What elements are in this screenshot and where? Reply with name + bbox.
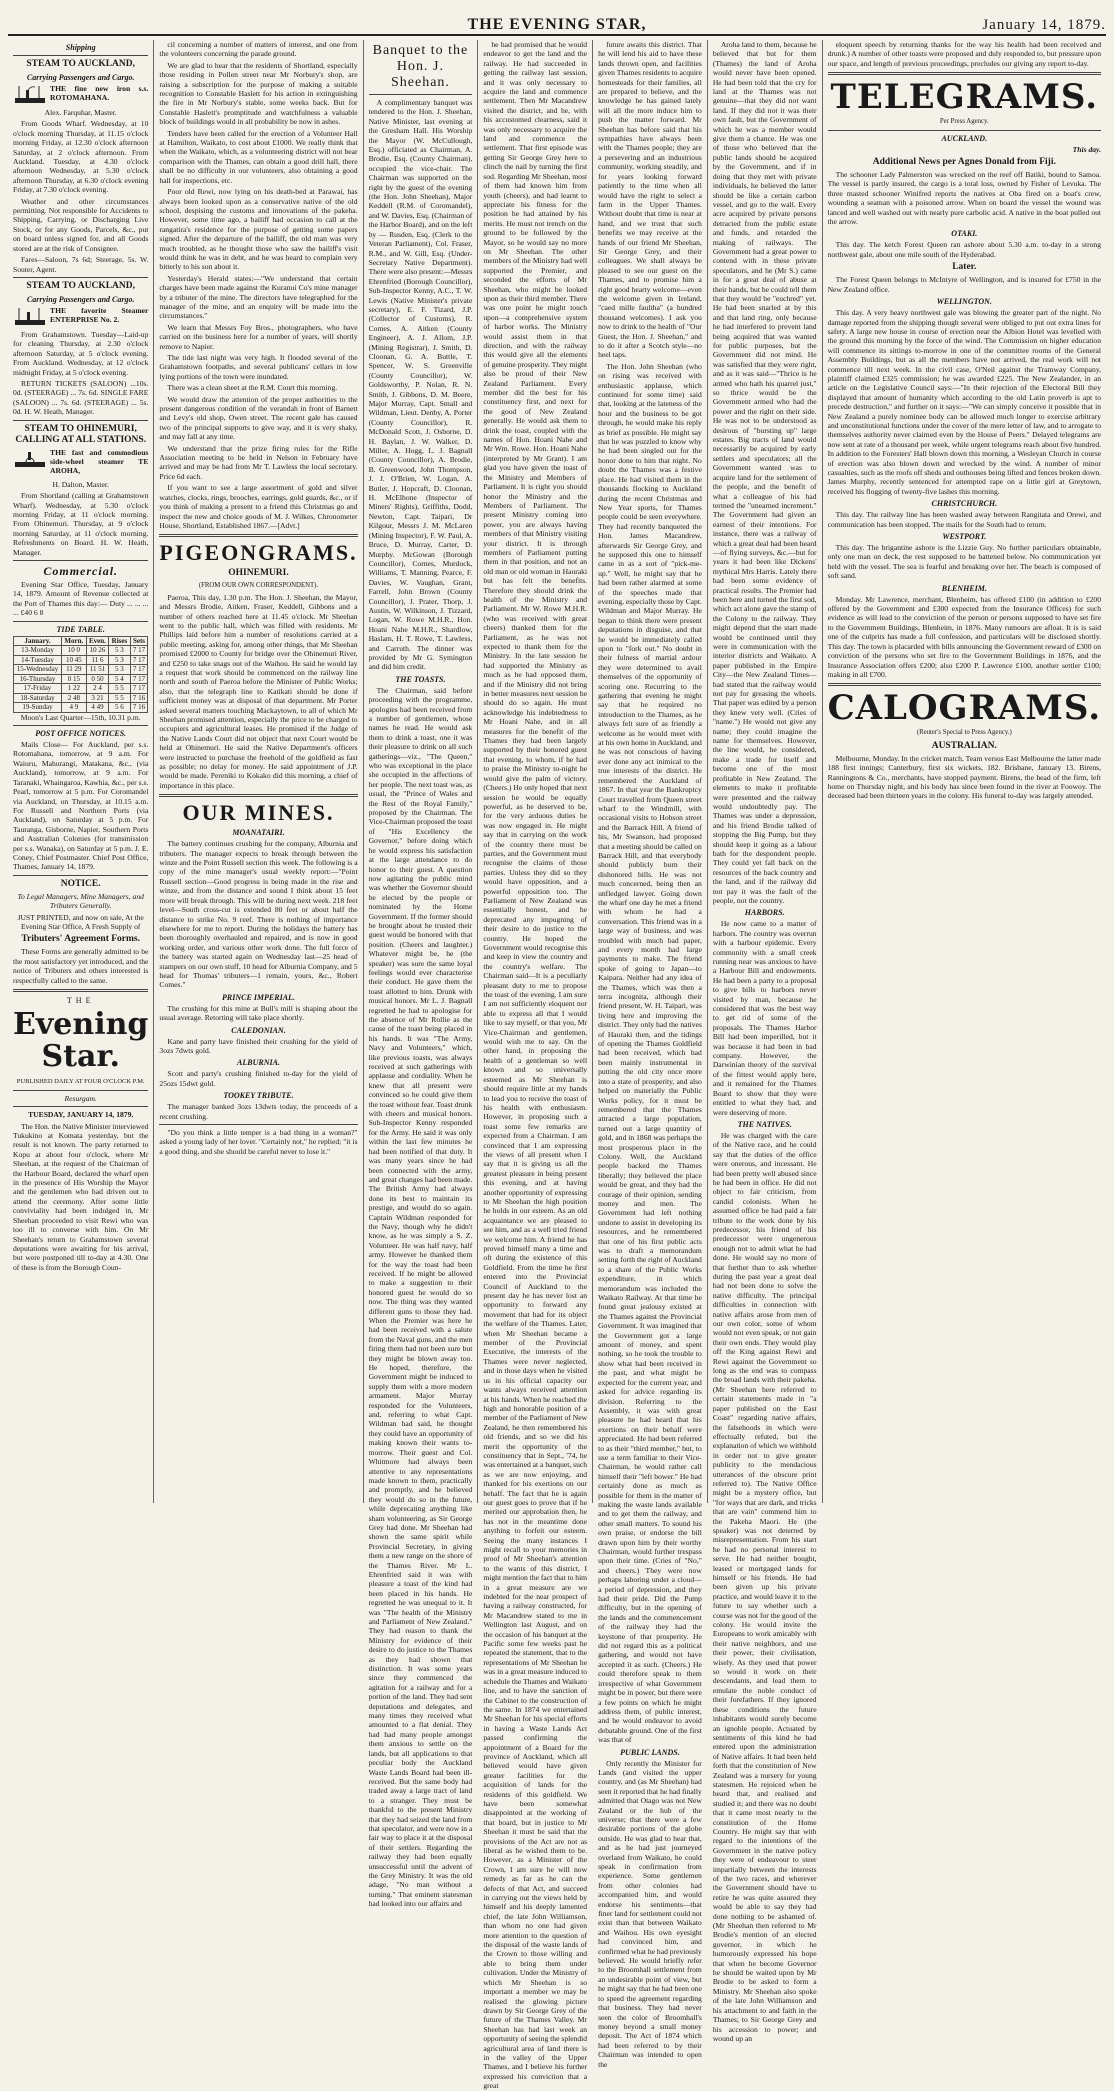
tele-sub: Per Press Agency.	[939, 118, 989, 126]
australian-heading: AUSTRALIAN.	[931, 740, 997, 751]
column-3	[364, 40, 479, 1909]
caledonian-body: Kane and party have finished their crushing for the yield of 3ozs 7dwts gold.	[159, 1036, 358, 1055]
fiji-body: The schooner Lady Palmerston was wrecked on the reef off Batiki, bound to Samoa. The vessel is partly insured, the cargo is a total loss, owned by Fisher of Levuka. The three masted schooner Winifred reports the natives at Oba fired on a boat's crew, wounding a seaman with a poisoned arrow. When on board the vessel the wound was lanced and well washed out with nearly pure carbolic acid. A native in the boat pulled out the arrow.	[827, 170, 1102, 227]
tide-cell: 7 17	[130, 665, 148, 675]
wellington-heading: WELLINGTON.	[936, 297, 992, 307]
tide-cell: 17-Friday	[14, 684, 62, 694]
tide-row	[14, 703, 148, 713]
tide-row	[14, 684, 148, 694]
col5-body3: Only recently the Minister for Lands (and visited the upper country, and (as Mr Sheehan) had seen it reported that he had finally admitted that Otago was not New Zealand or the hub of the universe; that there were a few desirable portions of the globe outside. He was glad to hear that, and as he had just journeyed overland from Waikato, he could speak in confirmation from experience. Some gentlemen from other colonies had accompanied him, and would endorse his sentiments—that finer land for settlement could not exist than that between Waikato and Waihou. His own eyesight had convinced him, and confirmed what he had previously believed. He would briefly refer to the Broomhall settlement from an undesirable point of view, but he might say that he had been one to speed the agreement regarding that business. They had never seen the color of Broomhall's money beyond a small money deposit. The Act of 1874 which had been referred to by their Chairman was intended to open the	[598, 1758, 702, 2069]
alburnia-heading: ALBURNIA.	[237, 1058, 280, 1068]
toasts-body: The Chairman, said before proceeding with the programme, apologies had been received from a number of gentlemen, whose names he read. He would ask them to drink a toast, one it was their pleasure to drink on all such gatherings—viz., "The Queen," who was exceptional in the place she occupied in the affections of her people. The next toast was, as usual, the "Prince of Wales and the Rest of the Royal Family," proposed by the Chairman. The Vice-Chairman proposed the toast of "His Excellency the Governor," before doing which he would express his satisfaction at the large attendance to do honor to their guest. A question now agitating the public mind was whether the Governor should be elected by the people or nominated by the Home Government. If the former should be brought about he trusted their guest would be honored with that position. (Cheers and laughter.) Whatever might be, he (the speaker) was sure the same loyal feelings would ever characterise their conduct. He gave them the toast allotted to him. Drunk with musical honors. Mr L. J. Bagnall regretted he had to apologise for the absence of Mr Rollie as the cause of the toast being placed in his hands. It was "The Army, Navy and Volunteers," which, like previous toasts, was always received at such gatherings with applause and cordiality. When he knew that all present were convinced so he could give them the toast without fear. Toast drunk with cheers and musical honors. Sub-Inspector Kenny responded for the Army. He said it was only within the last few minutes he had been notified of that duty. It was many years since he had been connected with the army, and great changes had been made. The British Army had always done its best to maintain its prestige, and would do so again. Captain Wildman responded for the Navy, though why he didn't know, as he was simply a S. Z. Volunteer. He was half navy, half army. However he thanked them for the way the toast had been received. If he might be allowed to make a suggestion to their honored guest he would do so now. The thing was they wanted different guns to those they had. When the Premier was here he had been received with a salute from the Naval guns, and the men firing them had not been sure but they might be blown away too. He hoped, therefore, the Government might be induced to supply them with a more modern armament. Major Murray responded for the Volunteers, and, referring to what Capt. Wildman had said, he thought they could have an opportunity of making known their wants to-morrow. Their guest and Col. Whitmore had always been attentive to any representations made known to them, practically and promptly, and he believed they would do so in the future, while deprecating anything like sham volunteering, as Sir George Grey had done. Mr Sheehan had shown the same spirit while Provincial Secretary, in giving them a new range on the shore of the Thames River. Mr L. Ehrenfried said it was with pleasure a toast of the kind had been placed in his hands. He regretted he was unequal to it. It was "The health of the Ministry and Parliament of New Zealand." They had reason to thank the Ministry for evidence of their desire to do justice to the Thames as they had shown that distinction. It was some years since they commenced the agitation for a railway and for a portion of the land. They had sent deputations and delegates, and many times they received what amounted to a flat denial. They had had many people amongst them anxious to settle on the lands, but all applications to that peculiar body the Auckland Waste Lands Board had been ill-received. But the same body had traded away a large tract of land to a stranger. They must be thankful to the present Ministry that they had seized the land from that speculator, and were now in a fair way to place it at the disposal of their settlers. Regarding the railway they had been equally unsuccessful until the advent of the Grey Ministry. It was the old adage, "No man without a turning." That eminent statesman had looked into our affairs and	[368, 685, 473, 1909]
masthead-date: January 14, 1879.	[982, 17, 1106, 33]
moon-phase: Moon's Last Quarter—15th, 10.31 p.m.	[20, 712, 141, 722]
col2-body1: cil concerning a number of matters of interest, and one from the volunteers concerning the parade ground.	[159, 40, 358, 59]
tide-cell: 4 9	[61, 703, 86, 713]
col2-body6: We learn that Messrs Foy Bros., photographers, who have carried on the business here for a number of years, will shortly remove to Napier.	[159, 322, 358, 351]
masthead-title: THE EVENING STAR,	[467, 16, 647, 33]
paper-name: Evening Star.	[13, 1007, 149, 1075]
notice-big: Tributers' Agreement Forms.	[21, 934, 141, 945]
tide-cell: 16-Thursday	[14, 674, 62, 684]
banquet-heading: Banquet to the Hon. J. Sheehan.	[372, 43, 469, 90]
tide-header-cell: January.	[14, 636, 62, 646]
paper-pub: PUBLISHED DAILY AT FOUR O'CLOCK P.M.	[16, 1078, 145, 1086]
joke: "Do you think a little temper is a bad thing in a woman?" asked a young lady of her lover. "Certainly not," he replied; "it is a good thing, and she should be careful never to lose it."	[159, 1128, 358, 1156]
tide-cell: 11 51	[86, 665, 109, 675]
ad3-body: From Shortland (calling at Grahamstown Wharf). Wednesday, at 5.30 o'clock morning Friday, at 11 o'clock morning. From Ohinemuri. Thursday, at 9 o'clock morning Saturday, at 11 o'clock morning. Refreshments on Board. H. W. Heath, Manager.	[13, 491, 149, 557]
ad2-fares: RETURN TICKETS (SALOON) ...10s. 0d. (STEERAGE) ... 7s. 6d. SINGLE FARE (SALOON) ... 7s. 6d. (STEERAGE) ... 5s. 0d. H. W. Heath, Manager.	[13, 378, 149, 417]
otaki-heading: OTAKI.	[951, 229, 978, 239]
masthead	[8, 8, 1106, 36]
tide-cell: 1 22	[61, 684, 86, 694]
col5-body1: future awaits this district. That he will lend his aid to have these lands thrown open, and facilities given Thames residents to acquire homesteads for their families, all are prepared to believe, and the knowledge he has gained lately will all the more induce him to push the matter forward. Mr Sheehan has before said that his sympathies have always been with the Thames people; they are a persevering and an industrious community, working steadily, and for years looking forward patiently to the time when all would have the right to select a farm in the Upper Thames. Without doubt that time is near at hand, and we trust that such benefits we may receive at the hands of our friend Mr Sheehan, Sir George Grey, and their colleagues. We shall always be pleased to see our guest on the Thames, and to promise him a right good hearty welcome—even the welcome given in Ireland, "caed mille faultha" (a hundred thousand welcomes). I ask you now to drink to the health of "Our Guest, the Hon. J. Sheehan," and to do it after a Scotch style—no heel taps.	[598, 40, 702, 360]
westport-heading: WESTPORT.	[942, 532, 987, 542]
ad1-ship-block	[13, 84, 148, 106]
tide-row	[14, 693, 148, 703]
tide-table	[13, 636, 148, 713]
notice-title: NOTICE.	[60, 878, 101, 889]
tide-cell: 0 50	[86, 674, 109, 684]
tide-cell: 7 17	[130, 684, 148, 694]
col2-body2: We are glad to hear that the residents of Shortland, especially those residing in Pollen street near Mr Norbury's shop, are raising a subscription for the purpose of making a suitable recognition to Constable Haslett for his action in extinguishing the fire in Mr Norbury's stable, some weeks back. But for Constable Haslett's promptitude and watchfulness a valuable block of buildings would in all probability be now in ashes.	[159, 60, 358, 127]
col2-body11: If you want to see a large assortment of gold and silver watches, clocks, rings, brooches, earrings, gold guards, &c., or if you think of making a present to a friend this Christmas go and inspect the new and choice goods of M. J. Wilkes, Chronometer House, Shortland, Established 1867.—[Advt.]	[159, 483, 358, 530]
pigeon-from: (FROM OUR OWN CORRESPONDENT).	[198, 582, 319, 590]
tide-row	[14, 674, 148, 684]
tide-cell: 5 3	[109, 655, 130, 665]
tide-cell: 7 16	[130, 703, 148, 713]
tide-cell: 14-Tuesday	[14, 655, 62, 665]
tide-row	[14, 655, 148, 665]
pigeon-body: Paeroa, This day, 1.30 p.m. The Hon. J. Sheehan, the Mayor, and Messrs Brodie, Aitken, Fraser, Keddell, Gibbons and a number of others reached here at 11.45 o'clock. Mr Sheehan went to the public hall, which was filled with residents. Mr Phillips laid before him a number of resolutions carried at a public meeting, asking for, among other things, that Mr Sheehan promised £2000 to County for bridge over the Ohinemuri River, and £250 to take snags out of the Waihou. He said he would lay a request that work should be commenced on the railway line north and south of Paeroa before the Minister of Public Works; also, that the telegraph line to Katikati should be done if sufficient money was at disposal of that department. Mr Porter asked several matters touching Mackaytown, to all of which Mr Sheehan promised attention, especially the price to be charged to occupiers and agricultural leases. He promised if the Judge of the Native Lands Court did not object that next Court would be held at Ohinemuri. He said the Native Department's officers were instructed to purchase the freehold of the goldfield as fast as possible; no delay for money. He said appointment of J.P. would be made. Pereniki to Kokako did this morning, a chief of importance in this place.	[159, 592, 358, 790]
notice-end: These Forms are generally admitted to be the most satisfactory yet introduced, and the notice of Tributers and others interested is respectfully called to the same.	[13, 947, 149, 985]
tide-row	[14, 646, 148, 656]
tide-header-cell: Rises	[109, 636, 130, 646]
caledonian-heading: CALEDONIAN.	[231, 1025, 286, 1035]
pigeon-sub: OHINEMURI.	[228, 568, 289, 579]
ad1-ship: THE fine new iron s.s. ROTOMAHANA.	[50, 84, 149, 103]
blenheim-body: Monday. Mr Lawrence, merchant, Blenheim, has offered £100 (in addition to £200 offered by the Government and £300 expected from the Insurance Offices) for such evidence as will lead to the conviction of the person or persons supposed to have set fire to the Government Buildings, Blenheim, in 1876. Many rumours are afloat. It is is said one of the culprits has made a full confession, and particulars will be disclosed shortly. This day. The town is placarded with bills announcing the Government reward of £300 on conviction of the persons who set fire to the Government Buildings in 1876, and the Insurance Association offers £200; also £200 P. Lawrence £100, another settler £100; making in all £700.	[827, 594, 1102, 679]
paper-the: THE	[66, 996, 95, 1005]
ad2-title: STEAM TO AUCKLAND,	[26, 280, 136, 291]
col2-body8: There was a clean sheet at the R.M. Court this morning.	[167, 383, 338, 393]
ad2-body: From Grahamstown. Tuesday—Laid-up for cleaning Thursday, at 2.30 o'clock afternoon Saturday, at 5 o'clock evening. From Auckland. Wednesday, at 12 o'clock midnight Friday, at 5 o'clock evening.	[13, 329, 149, 377]
commercial-heading: Commercial.	[43, 564, 119, 579]
tide-cell: 5 5	[109, 684, 130, 694]
tide-cell: 13-Monday	[14, 646, 62, 656]
column-2	[154, 40, 363, 1503]
auckland-dateline: This day.	[1072, 144, 1102, 154]
mines-body1: The battery continues crushing for the company, Alburnia and tributers. The manager expects to break through between the winze and the Point Russell section this week. The following is a copy of the mine manager's usual weekly report:—"Point Russell section—Good progress is being made in the rise and winze, and from the distance and sound I think about 15 feet more will break through. This will be during next week. 218 feet level—South cross-cut is extended 80 feet or about half the distance to strike No. 9 reef. There is nothing of importance elsewhere for me to report. During the holidays the battery has been thoroughly overhauled and repaired, and is now in good working order, and various other work done. The full force of the battery was started again on Wednesday last—25 head of stampers on our own stuff, 10 head for Alburnia Company, and 5 head for Thomas' tributers—1 remain, yours, &c., Robert Comes."	[159, 839, 358, 990]
ad2-sub: Carrying Passengers and Cargo.	[26, 294, 135, 304]
ad1-master: Alex. Farquhar, Master.	[44, 108, 117, 117]
col2-body10: We understand that the prize firing rules for the Rifle Association meeting to be held in Nelson in February have arrived and may be had from Mr T. Lawless the local secretary. Price 6d each.	[159, 443, 358, 481]
tide-row	[14, 665, 148, 675]
alburnia-body: Scott and party's crushing finished to-day for the yield of 25ozs 15dwt gold.	[159, 1069, 358, 1088]
column-7	[823, 40, 1106, 1503]
motto: Resurgam.	[64, 1093, 97, 1103]
prince-body: The crushing for this mine at Bull's mill is shaping about the usual average. Retorting will take place shortly.	[159, 1003, 358, 1023]
telegrams-heading: TELEGRAMS.	[830, 77, 1099, 118]
tide-cell: 5 4	[109, 674, 130, 684]
post-title: POST OFFICE NOTICES.	[35, 729, 127, 739]
notice-sub: To Legal Managers, Mine Managers, and Tributers Generally.	[17, 891, 144, 911]
tide-cell: 3 21	[86, 693, 109, 703]
fiji-heading: Additional News per Agnes Donald from Fiji.	[872, 157, 1056, 168]
mines-heading: OUR MINES.	[182, 800, 335, 826]
ad3-title: STEAM TO OHINEMURI, CALLING AT ALL STATIONS.	[15, 423, 147, 445]
prince-heading: PRINCE IMPERIAL.	[222, 992, 295, 1002]
ad3-master: H. Dalton, Master.	[52, 479, 109, 489]
column-4	[478, 40, 593, 2091]
toasts-heading: THE TOASTS.	[395, 674, 446, 684]
otaki-body: This day. The ketch Forest Queen ran ashore about 5.30 a.m. to-day in a strong northwest gale, about one mile south of the Hyderabad.	[827, 240, 1102, 259]
column-5	[593, 40, 708, 2069]
ad2-ship: THE favorite Steamer ENTERPRISE No. 2.	[50, 305, 149, 325]
tide-title: TIDE TABLE.	[56, 624, 105, 634]
shipping-heading: Shipping	[65, 43, 96, 52]
ad1-sub: Carrying Passengers and Cargo.	[26, 73, 135, 82]
tide-cell: 11 6	[86, 655, 109, 665]
moanataiari-heading: MOANATAIRI.	[232, 828, 285, 838]
post-body: Mails Close— For Auckland, per s.s. Rotomahana, tomorrow, at 9 a.m. For Waiuru, Mahurangi, Matakana, &c., (via Auckland), tomorrow, at 9 a.m. For Taranaki, Whaingaroa, Kawhia, &c., per s.s. Pearl, tomorrow at 5 p.m. For Coromandel via Auckland, on Thursday, at 10.15 a.m. For Russell and Northern Ports (via Auckland), on Saturday at 5 p.m. For Tauranga, Gisborne, Napier, Southern Ports and Australian Colonies (for transmission per s.s. Wanaka), on Saturday at 5 p.m. J. E. Coney, Chief Postmaster. Chief Post Office, Thames, January 14, 1879.	[13, 740, 149, 872]
col5-body2: The Hon. John Sheehan (who on rising was received with enthusiastic applause, which continued for some time) said that, looking at the lateness of the hour and the business to be got through, he would make his reply as brief as possible. He might say that he was puzzled to know why he had been singled out for the honor done to him that night. No doubt the Thames was a festive place. He had visited them in the thousands flocking to Auckland during the recent Christmas and New Year sports, for Thames people could be seen everywhere. They had recently banqueted the Hon. James Macandrew, afterwards Sir George Grey, and he supposed this one to himself came in as a sort of "pick-me-up." Well, he might say that he had been rather alarmed at some of the speeches made that evening, especially those by Capt. Wildman and Major Murray. He began to think there were present deputations in disguise, and that he would be immediately called upon to "fork out." No doubt in their fulness of martial ardour they were determined to avail themselves of the opportunity of scoring one. Recurring to the gathering that evening he might say that he required no introduction to the Thames, as he always felt sure of as friendly a welcome as he would meet with at his own home in Auckland, and he was not conscious of having ever done any act inimical to the true interests of the district. He remembered the Auckland of 1867. In that year the Bankruptcy Court travelled from Queen street wharf to the Windmill, with occasional visits to Hobson street and the Barrack Hill. A friend of his, Mr Swanson, had proposed that a meeting should be called on Barrack Hill, and that everybody should publicly burn their dishonored bills. He was not much concerned, being then an unfledged lawyer. Going down the wharf one day he met a friend with whom he had a conversation. This friend was in a large way of business, and was troubled with much bad paper, and every month had large payments to make. The friend spoke of going to Japan—to Kaipara. Neither had any idea of the Thames, which was then a terra incognita, although their friend present, W. H. Taipari, was living here and improving the district. They only had the natives of Hauraki then, and the tidings of opening the Thames Goldfield had been received, which had been mainly instrumental in putting the old city once more into a state of prosperity, and also helped on materially the Public Works policy, for it must be remembered that the Thames attracted a large population, turned out a large quantity of gold, and in 1868 was perhaps the most prosperous place in the Colony. Well, the Auckland people backed the Thames liberally; they believed the place would be great, and they had the courage of their opinion, sending money and men. The Government had left nothing undone to assist in developing its resources, and he remembered that one of his first public acts was to draft a memorandum setting forth the right of Auckland to a share of the Public Works expenditure, in which memorandum was included the Waikato Railway. At that time he found great jealousy existed at the Thames against the Provincial Government. It was imagined that the Government got a large amount of money, and spent nothing, so he took the trouble to show what had been received in the past, and what might be expected for the current year, and asked for advice regarding its division. Referring to the Assembly, it was with great pleasure he had heard that his exertions on their behalf were appreciated. He had been referred to as their "third member," but, to use a term familiar to their Vice-Chairman, he would rather call himself their "left bower." He had certainly done as much as possible for them in the matter of making the waste lands available and to get them the railway, and other small matters. To sound his own praise, or endorse the bill drawn upon him by their worthy Chairman, would further trespass upon their time. (Cries of "No," and cheers.) They were now perhaps laboring under a cloud—a period of depression, and they had their pride. Did the Pump difficulty, but in the opening of the lands and the commencement of the railway they had the keystone of that prosperity. He did not regard this as a political gathering, and would not have accepted it as such. (Cheers.) He could therefore speak to them irrespective of what Government might be in power, but there were a few points on which he might address them, of public interest, and he would endeavor to avoid debatable ground. One of the first was that of	[598, 361, 702, 1745]
westport-body: This day. The brigantine ashore is the Lizzie Guy. No further particulars obtainable, only one man on deck, the rest supposed to be battened below. No communication yet held with the vessel. The sea is fearful and breaking over her. The beach is composed of soft sand.	[827, 543, 1102, 581]
tookey-body: The manager banked 3ozs 13dwts today, the proceeds of a recent crushing.	[159, 1102, 358, 1121]
tide-cell: 4 49	[86, 703, 109, 713]
tide-cell: 5 6	[109, 703, 130, 713]
banquet-body: A complimentary banquet was tendered to the Hon. J. Sheehan, Native Minister, last evening at the Gresham Hall. His Worship the Mayor (W. McCullough, Esq.) officiated as Chairman, A. Brodie, Esq. (County Chairman), occupied the vice-chair. The Chairman was supported on the right by the guest of the evening (the Hon. John Sheehan), Major Keddell (R.M. of Coromandel), and W. Davies, Esq. (Chairman of the Harbor Board), and on the left by — Rusden, Esq. (Clerk to the Veteran Parliament), Col. Fraser, R.M., and W. Gill, Esq. (Under-Secretary Native Department). There were also present:—Messrs Ehrenfried (Borough Councillor), Sub-Inspector Kenny, A.C., T. W. Lewis (Native Minister's private secretary), E. F. Tizard, J.P. (Collector of Customs), R. Comes, A. Aitken (County Engineer), A. J. Allom, J.P. (Mining Registrar), J. Smith, D. Cloonan, G. A. Buttle, T. Spencer, W. S. Greenville (County Councillor), W. Goldsworthy, P. Nolan, R. N. Smith, J. Gibbons, D. M. Beere, Major Murray, Capt. Small and Wildman, Lieut. Denby, A. Porter (County Councillor), R. McDonald Scott, J. Osborne, D. H. Baylan, J. W. Walker, D. Miller, A. Hogg, L. J. Bagnall (County Councillor), A. Brodie, B. Greenwood, John Thompson, J. J. O'Brien, W. Logan, A. Butler, J. Hopcraft, D. Cloonan, H. McElhone (Inspector of Miners' Rights), Griffiths, Dodd, Newton, Capt. Taipari, Dr Kilgour, Messrs J. M. McLaren (Mining Inspector), F. W. Paul, A. Bruce, D. Murray, Carter, D. Murphy. McGowan (Borough Councillor), Cornes, Murdock, Williams, T. Manning, Pearce, F. Davies, W. Vaughan, Grant, Farrell, John Brown (County Councillor), J. Prater, Thorp, J. Austin, W. Wilkinson, J. Tizzard, Logan, W. Rowe M.H.R., Hon. Hoani Nahe M.H.R., Shardlow, Haslam, H. T. Rowe, T. Lawless, and Carruth. The dinner was provided by Mr G. Symington and did him credit.	[368, 98, 473, 672]
tide-cell: 2 48	[61, 693, 86, 703]
ad1-title: STEAM TO AUCKLAND,	[26, 59, 136, 69]
ad3-ship: THE fast and commodious side-wheel steamer TE AROHA,	[50, 447, 149, 476]
auckland-heading: AUCKLAND.	[941, 133, 988, 143]
christchurch-body: This day. The railway line has been washed away between Rangitata and Orewi, and communication has been stopped. The mails for the South had to return.	[827, 510, 1102, 529]
tide-header-cell: Morn.	[61, 636, 86, 646]
col2-body9: We would draw the attention of the proper authorities to the present dangerous condition of the verandah in front of Barnett and Levy's old shop, Owen street. The recent gale has caused two of the principal supports to give way, and it is very shaky, and may fall at any time.	[159, 394, 358, 442]
column-6	[708, 40, 823, 2043]
tide-cell: 10 26	[86, 646, 109, 656]
tide-header-cell: Sets	[130, 636, 148, 646]
tide-cell: 15-Wednesday	[14, 665, 62, 675]
later-body: The Forest Queen belongs to McIntyre of Wellington, and is insured for £750 in the New Zealand office.	[827, 275, 1102, 294]
tide-cell: 0 15	[61, 674, 86, 684]
col2-body3: Tenders have been called for the erection of a Volunteer Hall at Hamilton, Waikato, to cost about £1000. We really think that when the Waikato, which, as a volunteering district will not bear comparison with the Thames, can obtain a good drill hall, there shall be no difficulty in our volunteers, also obtaining a good hall for inspections, etc.	[159, 128, 358, 185]
notice-body: JUST PRINTED, and now on sale, At the Evening Star Office, A Fresh Supply of	[17, 912, 144, 931]
paddle-steamer-icon	[13, 448, 47, 470]
wellington-body: This day. A very heavy northwest gale was blowing the greater part of the night. No damage reported from the shipping though several were obliged to put out extra lines for safety. A large new house in course of erection near the Albion Hotel was levelled with the ground this morning by the force of the wind. The Commission on higher education will commence its sittings to-morrow in one of the committee rooms of the General Assembly Buildings, but as all the members have not arrived, the real work will not commence till next week. In the civil case, O'Neil against the Tramway Company, plaintiff claimed £325 commission; he was awarded £225. The New Zealander, in an article on the Legislative Council says:—"In their rejection of the Electoral Bill they displayed that amount of humanity which according to the old Latin proverb is apt to precede destruction," and further on it says:—"We can simply conceive it possible that in New Zealand a purely nominee body can be allowed much longer to exercise arbitrary and unconstitutional functions under the cover of the mere letter of law, and to arrogate to themselves authority never claimed even by the House of Peers." Delayed telegrams are now sent at rate of a thousand per week, while urgent telegrams reach about five hundred. In addition to the Foresters' Hall blown down this morning, a Wesleyan Church in course of erection was also blown down and wrecked by the wind. A number of minor casualties, such as the roofs off sheds and outhouses being lifted and fences broken down. James Murphy, recently sentenced for attempted rape on a little girl at Greytown, received his flogging of twenty-five lashes this morning.	[827, 308, 1102, 496]
leader: The Hon. the Native Minister interviewed Tukukino at Komata yesterday, but the result is not known. The party returned to Kopu at about four o'clock, where Mr Sheehan, at the request of the Chairman of the Harbour Board, declared the wharf open in the presence of His Worship the Mayor and the gentlemen who had driven out to attend the ceremony. After some little conviviality had been indulged in, Mr Sheehan proceeded to visit Rewi who was too ill to converse with him. On Mr Sheehan's return to Grahamstown several deputations were awaiting for his arrival, but were postponed till to-day at 4.30. One of these is from the Borough Coun-	[13, 1121, 149, 1272]
tide-cell: 7 16	[130, 693, 148, 703]
natives-heading: THE NATIVES.	[737, 1119, 792, 1129]
pigeongrams-heading: PIGEONGRAMS.	[159, 540, 358, 566]
paper-date: TUESDAY, JANUARY 14, 1879.	[28, 1110, 134, 1120]
ad1-body: From Goods Wharf. Wednesday, at 10 o'clock morning Thursday, at 11.15 o'clock morning Friday, at 12.30 o'clock afternoon Saturday, at 2 o'clock afternoon. From Auckland. Tuesday, at 4.30 o'clock afternoon Wednesday, at 5.30 o'clock afternoon Thursday, at 6.30 o'clock evening Friday, at 7.30 o'clock evening.	[13, 119, 149, 195]
col2-body5: Yesterday's Herald states:—"We understand that certain charges have been made against the Kuranui Co's mine manager by a tributer of the mine. The directors have telegraphed for the manager of the mine, and an enquiry will be made into the circumstances."	[159, 273, 358, 321]
tide-header-cell: Even.	[86, 636, 109, 646]
tookey-heading: TOOKEY TRIBUTE.	[223, 1091, 294, 1101]
tide-cell: 11 29	[61, 665, 86, 675]
tide-cell: 5 5	[109, 693, 130, 703]
public-lands-heading: PUBLIC LANDS.	[620, 1747, 680, 1757]
ad1-fares: Fares—Saloon, 7s 6d; Steerage, 5s. W. Souter, Agent.	[13, 255, 149, 274]
christchurch-heading: CHRISTCHURCH.	[931, 499, 998, 509]
column-1	[8, 40, 154, 1503]
ad2-ship-block	[13, 306, 148, 328]
tide-cell: 19-Sunday	[14, 703, 62, 713]
col6-body3: He was charged with the care of the Native race, and he could say that the duties of the office were onerous, and incessant. He had been pretty well abused since he had been in office. He did not object to fair criticism, from candid colonists. When he assumed office he had paid a fair tribute to the work done by his predecessor, his friend of his predecessor were ungenerous enough not to admit what he had done. He would say no more of that further than to ask whether during the past year a great deal had not been done to solve the native difficulty. The principal difficulties in connection with native affairs arose from men of our own color, some of whom would not even speak, or not gain their own ends. They would play off the King against Rewi and Rewi against the Government so long as the end was to compass the broad lands with their pakeha. (Mr Sheehan here referred to certain statements made in "a paper published on the East Coast" regarding native affairs, the falsehoods in which were effectually refuted, but the explanation of which we withhold in order not to give greater publicity to the mendacious utterances of the obscure print referred to). The Native Office might be a mystery office, but "for ways that are dark, and tricks that are vain" commend him to the Pakeha Maori. He (the speaker) was not deterred by misrepresentation. From his start he had no personal interest to serve. He had neither bought, leased or mortgaged lands for himself or his friends. He had been given up his private practice, and would leave it to the future to say whether such a course was not for the good of the colony. He would invite the Europeans to work amicably with their native neighbors, and use their power, their civilisation, wisely. As they used that power so would it work on their descendants, and lead them to emulate the noble conduct of their forefathers. If they ignored these conditions the future inhabitants would surely become an ignoble people. Actuated by sentiments of this kind he had entered upon the administration of Native affairs. It had been held forth that the constitution of New Zealand was a nursery for young statesmen. He rejoiced when he heard that, and realised and studied it; and there was no doubt that it came most nearly to the constitution of the Home Country. He might say that with regard to the intentions of the Government in the native policy they were of endeavour to steer impartially between the interests of the two races, and wherever the Government should have to retire he was quite assured they would be able to say they had done nothing to be ashamed of. (Mr Sheehan then referred to Mr Brodie's mention of an elected governor, in which he humorously expressed his hope that when he become Governor he should be waited upon by Mr Brodie to be asked to form a Ministry. Mr Sheehan also spoke of the late John Williamson and his attachment to and faith in the Thames; to Sir George Grey and his accession to power; and wound up an	[712, 1130, 817, 2043]
col2-body7: The tide last night was very high. It flooded several of the Grahamstown footpaths, and several publicans' cellars in low lying portions of the town were inundated.	[159, 353, 358, 381]
later-heading: Later.	[952, 262, 977, 273]
tide-cell: 7 17	[130, 674, 148, 684]
tide-cell: 5 3	[109, 665, 130, 675]
tide-cell: 5 3	[109, 646, 130, 656]
ad3-ship-block	[13, 448, 148, 478]
columns	[8, 40, 1106, 2091]
tide-cell: 10 0	[61, 646, 86, 656]
blenheim-heading: BLENHEIM.	[941, 583, 987, 593]
tide-cell: 7 17	[130, 646, 148, 656]
tide-cell: 7 17	[130, 655, 148, 665]
col6-body2: He now came to a matter of harbors. The country was overrun with a harbour epidemic. Every community with a small creek running near was anxious to have a Harbour Bill and endowments. He had been a party to a proposal to give bills to harbors never visited by man, because he considered that was the best way to get rid of some of the proposals. The Thames Harbor Bill had been imperilled, but it was because it had been in bad company. However, the Darwinian theory of the survival of the fittest would apply here, and it remained for the Thames Board to show that they were entitled to what they had, and were deserving of more.	[712, 919, 817, 1117]
tide-cell: 18-Saturday	[14, 693, 62, 703]
tide-cell: 10 45	[61, 655, 86, 665]
tide-cell: 2 4	[86, 684, 109, 694]
col7-intro: eloquent speech by returning thanks for the way his health had been received and drunk.) A number of other toasts were proposed and duly responded to, but pressure upon our space, and length of previous proceedings, precludes our giving any report to-day.	[827, 40, 1102, 68]
col2-body4: Poor old Rewi, now lying on his death-bed at Parawai, has always been looked upon as a conservative native of the old school, despising the customs and innovations of the pakeha. However, some time ago, a bailiff had occasion to call at the rangatira's residence for the purpose of getting some papers signed. After the departure of the bailiff, the old man was very much troubled, as he thought those who saw the bailiff's visit would think he was in debt, and he was heard to complain very bitterly to his son about it.	[159, 187, 358, 272]
steamship-icon	[13, 306, 47, 328]
steamship-icon	[13, 84, 47, 106]
ad1-note: Weather and other circumstances permitting. Not responsible for Accidents to Shipping, Carrying, or Discharging Live Stock, or for any Goods, Parcels, &c., put on board unless signed for, and all Goods stored are at the risk of Consignee.	[13, 196, 149, 253]
col6-body1: Aroha land to them, because he believed that but for them (Thames) the land of Aroha would never have been opened. He had been told that the cry for land at the Thames was not genuine—that they did not want land. If they did not it was their own fault, but the Government of which he was a member would give them a chance. He was one of those who believed that the public lands should be acquired by the Government, and if in doing that they met with private individuals, he believed the latter should be like a certain carbon vessel, and go to the wall. Every acre acquired by private persons detracted from the public estate and funds, and retarded the making of railways. The Government had a great power to contend with in these private speculators, and he (Mr S.) came in for a great deal of abuse at their hands, but he could tell them that they would be "euchred" yet. He had been snarled at by this and that land ring, only because he had interfered to prevent land being acquired that was wanted for public purposes, but the Government did not mind. He was satisfied that they were right, and as it was said—"Thrice is he armed who hath his quarrel just," so thrice would be the Government armed who had the power and the right on their side. He was not to be understood as desirous of "bursting up" large estates. Big tracts of land would necessarily be acquired by early settlers and speculators; all the Government wanted was to acquire land for the settlement of the people, and the benefit of what a colleague of his had termed the "unearned increment." The Government had given an earnest of their intentions. For instance, there was a railway of which a great deal had been heard—of flying surveys, &c.—but for years it had been like Dickens' mythical Mrs Harris. Lately there had been some evidence of practical results. The Premier had been here and turned the first sod, which act alone gave the stamp of the Colony to the railway. They might depend that the start made would be continued until they were in communication with the interior districts and Waikato. A paper published in the Empire City—the New Zealand Times—had stated that the railway would not pay for greasing the wheels. That paper was edited by a person they knew very well. (Cries of "name.") He would not give any name; they could imagine the name for themselves. However, the line would, he considered, make a trade for itself and become one of the most profitable in New Zealand. The elements to make it profitable were presented and the railway would undoubtedly pay. The Thames was under a depression, and his friend Brodie talked of stopping the Big Pump, but they should keep it going as a labour bath for the despondent people. They could yet fall back on the resources of the back country and the land, and if the railway did not pay it was the fault of the people, not the country.	[712, 40, 817, 905]
calograms-heading: CALOGRAMS.	[827, 688, 1102, 729]
harbors-heading: HARBORS.	[744, 908, 785, 918]
australian-body: Melbourne, Monday. In the cricket match, Team versus East Melbourne the latter made 188 first innings; Canterbury, first six wickets, 182. Brisbane, January 13. Birens, Ranningtons & Co., merchants, have stopped payment. Birens, the head of the firm, left home on Thursday night, and his body has since been found in the river at Foowoy. The deceased had been thirteen years in the colony. His funeral to-day was largely attended.	[827, 753, 1102, 801]
commercial-body: Evening Star Office, Tuesday, January 14, 1879. Amount of Revenue collected at the Port of Thames this day:— Duty ... ... ... ... £40 6 8	[13, 580, 149, 618]
calo-sub: (Reuter's Special to Press Agency.)	[916, 729, 1012, 737]
col4-body: he had promised that he would endeavor to get the land and the railway. He had succeeded in getting the railway last session, and it was only necessary to acquire the land and commence settlement. Then Mr Macandrew visited the district, and he, with his accustomed clearness, said it was only necessary to acquire the land and commence the settlement. That first episode was getting Sir George Grey here to clinch the nail by turning the first sod. Regarding Mr Sheehan, most of them had known him from youth (cheers), and had learnt to appreciate his fitness for the position he had attained by his merits. He must not trench on the ground to be followed by the Mayor, so he would say no more on Mr Sheehan. The other members of the Ministry had well supported the Premier, and seconded the efforts of Mr Sheehan, who might be looked upon as their third member. There was one point he might touch upon—a comprehensive system of harbor works. The Ministry would assist them in that direction, and with the railway this would give all the elements of genuine prosperity. They might also be proud of their New Zealand Parliament. Every member did the best for his constituency first, and next for the good of New Zealand generally. He would ask them to drink the toast, coupled with the names of Hon. Hoani Nahe and Mr Wm. Rowe. Hon. Hoani Nahe (interpreted by Mr Grant). I am glad you have given the toast of the Ministry and Members of Parliament. It is right you should honor the Ministry and the Members of Parliament. The present Ministry coming into power, you are always having members of that Ministry visiting your district. It is through members of Parliament putting them in that position, and not an old man or old woman in Hauraki but has felt the benefits. Therefore they should drink the health of the Ministry and Parliament. Mr W. Rowe M.H.R. (who was received with great cheers) thanked them for the Parliament, as he was not expected to thank them for the Ministry. In the late session he had supported the Ministry as much as he had opposed them, and if the Ministry did not bring in better measures next session he should do so again. He must acknowledge his indebtedness to Mr Hoani Nahe, and in all measures for the benefit of the Thames they had been largely supported by their honored guest that evening, to whom, if he had to praise the Ministry to-night he would give the palm of victory. (Cheers.) He only hoped that next session he would be equally powerful, as he deserved to be, for the very arduous duties he was now engaged in. He might say that in carrying on the work of the country there must be parties, and the Government must recognise the claims of those parties. Unless they did so they would have opposition, and a powerful opposition too. The Parliament of New Zealand was essentially honest, and he deprecated any impugning of their desire to do justice to the country. He hoped the Government would recognise this and keep in view the country and the country's welfare. The Chairman said—It is a peculiarly pleasant duty to me to propose the toast of the evening. I am sure I am not sufficiently eloquent nor able to express all that I would like to say myself, or that you, Mr Vice-Chairman and gentlemen, would wish me to say. On the other hand, in proposing the health of a gentleman so well known and so universally esteemed as Mr Sheehan is should require little at my hands to lead you to receive the toast of his health with enthusiasm. However, in proposing such a toast some few remarks are expected from a Chairman. I am convinced that I am expressing the views of all present when I say that it is giving us all the greatest pleasure in being present this evening, and at having another opportunity of expressing to Mr Sheehan the high position he holds in our esteem. As an old acquaintance we are pleased to see him, and as a well tried friend we welcome him. A friend he has proved himself many a time and oft during the existence of this Goldfield. From the time he first entered into the Provincial Council of Auckland to the present day he has never lost an opportunity to forward any movement that had for its object the welfare of the Thames. Later, when Mr Sheehan became a member of the Provincial Executive, the interests of the Thames were never neglected, and in those days when he visited us in his official capacity our wants always received attention at his hands. When he reached the high and honorable position of a member of the Parliament of New Zealand, he then remembered his old friends, and so we did his merit the opportunity of the constituency that in Sept., '74, he was entertained at a banquet, such as we are now enjoying, and thanked for his exertions on our behalf. The fact that he is again our guest goes to prove that if he merited our approbation then, he has not in the meantime done anything to forfeit our esteem. Seeing the many instances I might recall to your memories in proof of Mr Sheehan's attention to the wants of this district, I might mention the fact that to him in a great measure are we indebted for the near prospect of having a railway constructed, for Mr Macandrew stated to me in Wellington last August, and on the occasion of his banquet at the Pacific some few weeks past he repeated the statement, that to the representations of Mr Sheehan he was in a great measure induced to schedule the Thames and Waikato line, and to have the sanction of the Cabinet to the construction of the same. In 1874 we entertained Mr Sheehan for his special efforts in having a Waste Lands Act passed confirming the appointment of a Board for the province of Auckland, which all believed would have given greater facilities for the acquisition of lands for the residents of this goldfield. We have been somewhat disappointed at the working of that board, but in justice to Mr Sheehan it must be said that the provisions of the Act are not as liberal as he wished them to be. However, as a Minister of the Crown, I am sure he will now remedy as far as he can the defects of that Act, and succeed in carrying out the views held by himself and his deeply lamented chief, the late John Williamson, than whom no one had given more attention to the question of the disposal of the waste lands of the Crown to those willing and able to bring them under cultivation. Under the Ministry of which Mr Sheehan is so important a member we may be realised the glowing picture drawn by Sir George Grey of the future of the Thames Valley. Mr Sheehan has had last week an opportunity of seeing the splendid agricultural area of land there is in the valley of the Upper Thames, and I believe his further expressed his conviction that a great	[483, 40, 588, 2091]
